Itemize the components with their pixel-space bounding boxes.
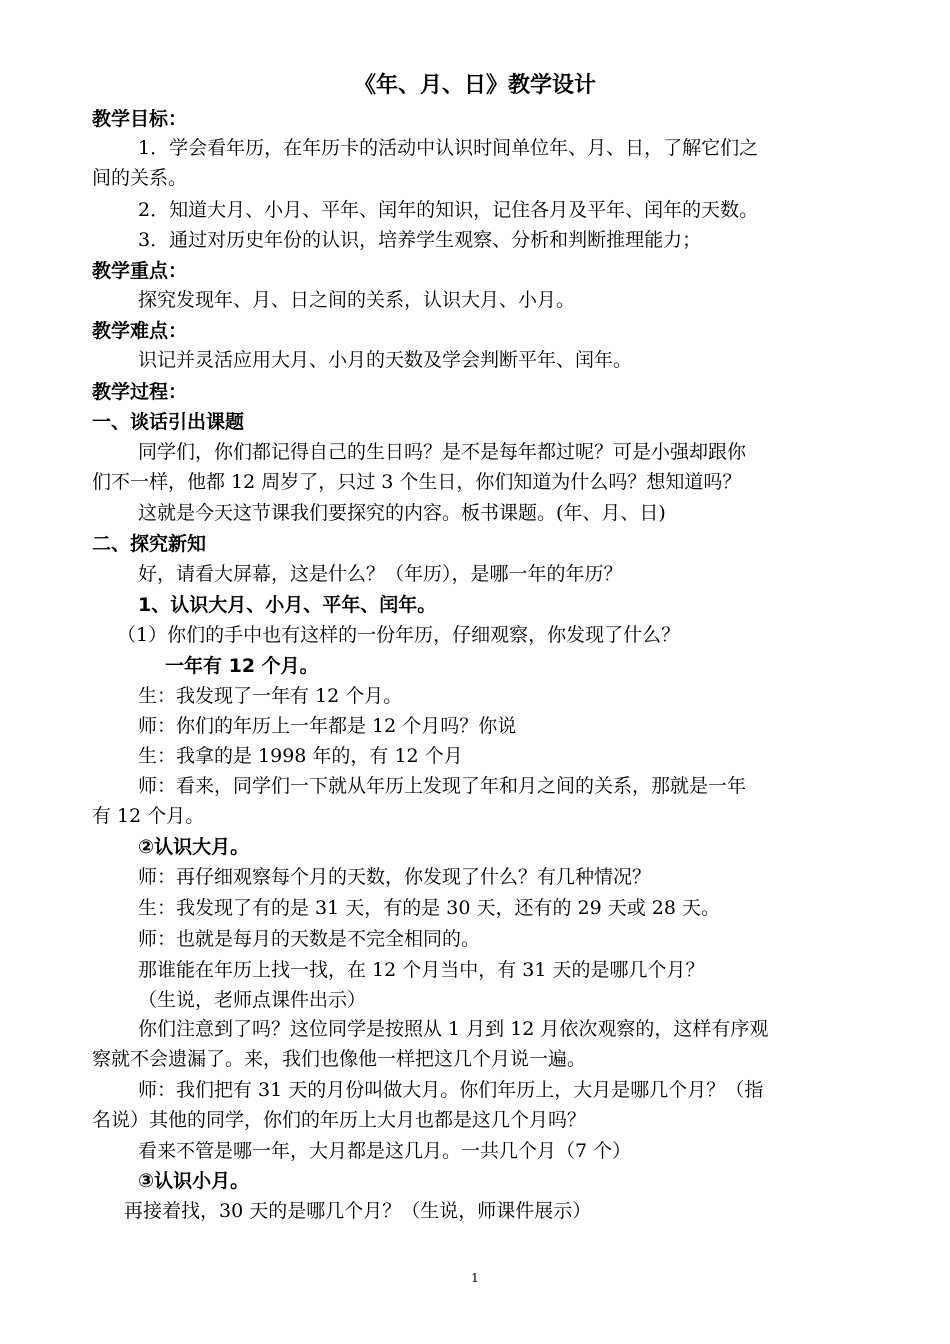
dialogue-line-12: 看来不管是哪一年，大月都是这几月。一共几个月（7 个） xyxy=(138,1140,632,1162)
document-title: 《年、月、日》教学设计 xyxy=(353,73,596,98)
dialogue-line-11b: 名说）其他的同学，你们的年历上大月也都是这几个月吗？ xyxy=(92,1109,587,1131)
page-number: 1 xyxy=(471,1271,479,1285)
section1-paragraph1-line1: 同学们，你们都记得自己的生日吗？是不是每年都过呢？可是小强却跟你 xyxy=(138,441,747,463)
dialogue-line-3: 生：我拿的是 1998 年的，有 12 个月 xyxy=(138,745,463,767)
dialogue-line-2: 师：你们的年历上一年都是 12 个月吗？你说 xyxy=(138,715,517,737)
dialogue-line-13: 再接着找，30 天的是哪几个月？（生说，师课件展示） xyxy=(124,1200,592,1222)
objective-1-line1: 1．学会看年历，在年历卡的活动中认识时间单位年、月、日，了解它们之 xyxy=(138,137,759,159)
subsection3-heading: ③认识小月。 xyxy=(138,1170,250,1192)
section2-heading: 二、探究新知 xyxy=(92,533,207,555)
dialogue-line-10a: 你们注意到了吗？这位同学是按照从 1 月到 12 月依次观察的，这样有序观 xyxy=(138,1018,769,1040)
dialogue-line-5: 师：再仔细观察每个月的天数，你发现了什么？有几种情况？ xyxy=(138,866,652,888)
question-1-answer: 一年有 12 个月。 xyxy=(165,655,319,677)
dialogue-line-1: 生：我发现了一年有 12 个月。 xyxy=(138,685,403,707)
keypoint-text: 探究发现年、月、日之间的关系，认识大月、小月。 xyxy=(138,289,576,311)
dialogue-line-6: 生：我发现了有的是 31 天，有的是 30 天，还有的 29 天或 28 天。 xyxy=(138,897,721,919)
objective-3: 3．通过对历史年份的认识，培养学生观察、分析和判断推理能力； xyxy=(138,229,702,251)
dialogue-line-9: （生说，老师点课件出示） xyxy=(138,989,367,1011)
difficulty-heading: 教学难点： xyxy=(92,320,188,342)
dialogue-line-10b: 察就不会遗漏了。来，我们也像他一样把这几个月说一遍。 xyxy=(92,1048,587,1070)
dialogue-line-11a: 师：我们把有 31 天的月份叫做大月。你们年历上，大月是哪几个月？（指 xyxy=(138,1079,764,1101)
keypoint-heading: 教学重点： xyxy=(92,260,188,282)
dialogue-line-8: 那谁能在年历上找一找，在 12 个月当中，有 31 天的是哪几个月？ xyxy=(138,959,705,981)
subsection1-heading: 1、认识大月、小月、平年、闰年。 xyxy=(138,594,437,616)
section1-paragraph2: 这就是今天这节课我们要探究的内容。板书课题。(年、月、日) xyxy=(138,502,666,524)
process-heading: 教学过程： xyxy=(92,381,188,403)
dialogue-line-4b: 有 12 个月。 xyxy=(92,805,205,827)
objective-1-line2: 间的关系。 xyxy=(92,167,188,189)
section2-intro: 好，请看大屏幕，这是什么？（年历），是哪一年的年历？ xyxy=(138,563,623,585)
difficulty-text: 识记并灵活应用大月、小月的天数及学会判断平年、闰年。 xyxy=(138,349,633,371)
dialogue-line-4a: 师：看来，同学们一下就从年历上发现了年和月之间的关系，那就是一年 xyxy=(138,775,747,797)
subsection2-heading: ②认识大月。 xyxy=(138,836,250,858)
question-1: （1）你们的手中也有这样的一份年历，仔细观察，你发现了什么？ xyxy=(117,624,681,646)
objectives-heading: 教学目标： xyxy=(92,108,188,130)
objective-2: 2．知道大月、小月、平年、闰年的知识，记住各月及平年、闰年的天数。 xyxy=(138,199,759,221)
dialogue-line-7: 师：也就是每月的天数是不完全相同的。 xyxy=(138,928,481,950)
section1-heading: 一、谈话引出课题 xyxy=(92,411,245,433)
section1-paragraph1-line2: 们不一样，他都 12 周岁了，只过 3 个生日，你们知道为什么吗？想知道吗？ xyxy=(92,471,742,493)
